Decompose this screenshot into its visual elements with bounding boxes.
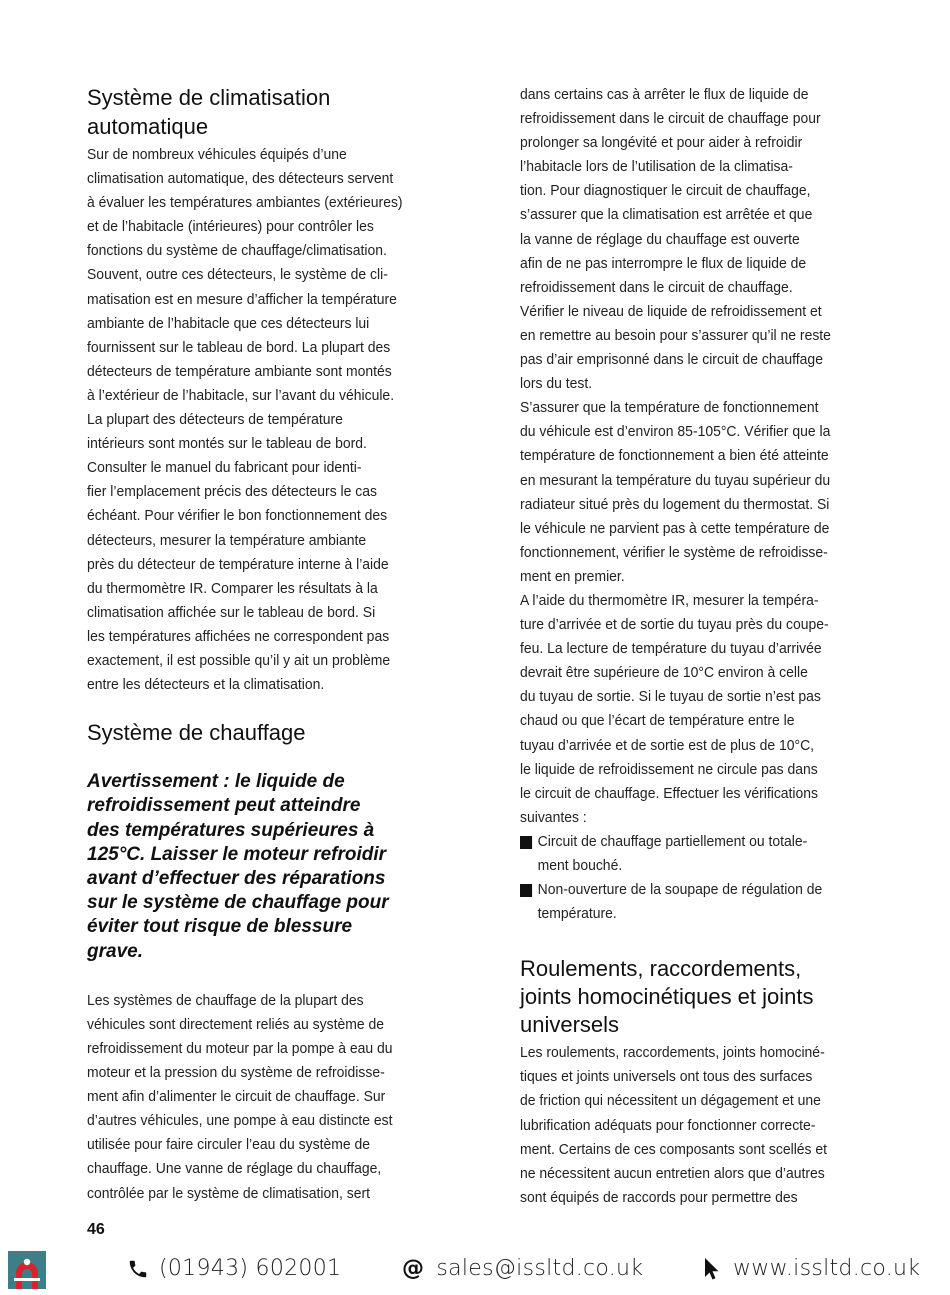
phone-link[interactable]: (01943) 602001 [159,1256,342,1281]
email-contact [402,1256,643,1281]
at-icon: @ [402,1256,425,1281]
right-column [520,83,870,1210]
square-bullet-icon [520,836,532,849]
paragraph-roulements: Les roulements, raccordements, joints homociné- tiques et joints universels ont tous des surfaces de friction qui nécessitent un dégagement et une lubrification adéquats pour fonctionner correcte- ment. Certains de ces composants sont scellés et ne nécessitent aucun entretien alors que d’autres sont équipés de raccords pour permettre des [520,1044,828,1206]
bullet-list [520,830,870,926]
heading-roulements: Roulements, raccordements, joints homocinétiques et joints universels [520,956,814,1038]
phone-icon [127,1258,149,1280]
company-logo-icon [8,1251,46,1289]
website-contact [703,1256,920,1281]
paragraph-climatisation: Sur de nombreux véhicules équipés d’une climatisation automatique, des détecteurs servent à évaluer les températures ambiantes (extérieures) et de l’habitacle (intérieures) pour contrôler les fonctions du système de chauffage/climatisation. Souvent, outre ces détecteurs, le système de cli- matisation est en mesure d’afficher la température ambiante de l’habitacle que ces détecteurs lui fournissent sur le tableau de bord. La plupart des détecteurs de température ambiante sont montés à l’extérieur de l’habitacle, sur l’avant du véhicule. La plupart des détecteurs de température intérieurs sont montés sur le tableau de bord. Consulter le manuel du fabricant pour identi- fier l’emplacement précis des détecteurs le cas échéant. Pour vérifier le bon fonctionnement des détecteurs, mesurer la température ambiante près du détecteur de température interne à l’aide du thermomètre IR. Comparer les résultats à la climatisation affichée sur le tableau de bord. Si les températures affichées ne correspondent pas exactement, il est possible qu’il y ait un problème entre les détecteurs et la climatisation. [87,146,403,694]
paragraph-temperature: S’assurer que la température de fonctionnement du véhicule est d’environ 85-105°C. Vérifier que la température de fonctionnement a bien été atteinte en mesurant la température du tuyau supérieur du radiateur situé près du logement du thermostat. Si le véhicule ne parvient pas à cette température de fonctionnement, vérifier le système de refroidisse- ment en premier. [520,399,831,585]
bullet-text: Circuit de chauffage partiellement ou totale- ment bouché. [537,832,808,874]
list-item [520,878,870,926]
left-column [87,84,437,1206]
heading-climatisation: Système de climatisation automatique [87,85,331,139]
paragraph-diagnostic: dans certains cas à arrêter le flux de liquide de refroidissement dans le circuit de chauffage pour prolonger sa longévité et pour aider à refroidir l’habitacle lors de l’utilisation de la climatisa- tion. Pour diagnostiquer le circuit de chauffage, s’assurer que la climatisation est arrêtée et que la vanne de réglage du chauffage est ouverte afin de ne pas interrompre le flux de liquide de refroidissement dans le circuit de chauffage. Vérifier le niveau de liquide de refroidissement et en remettre au besoin pour s’assurer qu’il ne reste pas d’air emprisonné dans le circuit de chauffage lors du test. [520,86,831,393]
warning-text: Avertissement : le liquide de refroidissement peut atteindre des températures supérieures à 125°C. Laisser le moteur refroidir avant d’effectuer des réparations sur le système de chauffage pour éviter tout risque de blessure grave. [87,771,389,962]
phone-contact [127,1256,341,1281]
bullet-text: Non-ouverture de la soupape de régulation de température. [537,881,823,923]
website-link[interactable]: www.issltd.co.uk [733,1256,921,1281]
page-number: 46 [87,1221,105,1238]
list-item [520,830,870,878]
paragraph-chauffage: Les systèmes de chauffage de la plupart des véhicules sont directement reliés au système de refroidissement du moteur par la pompe à eau du moteur et la pression du système de refroidisse- ment afin d’alimenter le circuit de chauffage. Sur d’autres véhicules, une pompe à eau distincte est utilisée pour faire circuler l’eau du système de chauffage. Une vanne de réglage du chauffage, contrôlée par le système de climatisation, sert [87,991,393,1202]
heading-chauffage: Système de chauffage [87,720,306,746]
footer [0,1248,950,1295]
email-link[interactable]: sales@issltd.co.uk [436,1256,644,1281]
square-bullet-icon [520,884,532,897]
paragraph-thermometre: A l’aide du thermomètre IR, mesurer la tempéra- ture d’arrivée et de sortie du tuyau près du coupe- feu. La lecture de température du tuyau d’arrivée devrait être supérieure de 10°C environ à celle du tuyau de sortie. Si le tuyau de sortie n’est pas chaud ou que l’écart de température entre le tuyau d’arrivée et de sortie est de plus de 10°C, le liquide de refroidissement ne circule pas dans le circuit de chauffage. Effectuer les vérifications suivantes : [520,591,829,826]
cursor-icon [703,1257,721,1281]
